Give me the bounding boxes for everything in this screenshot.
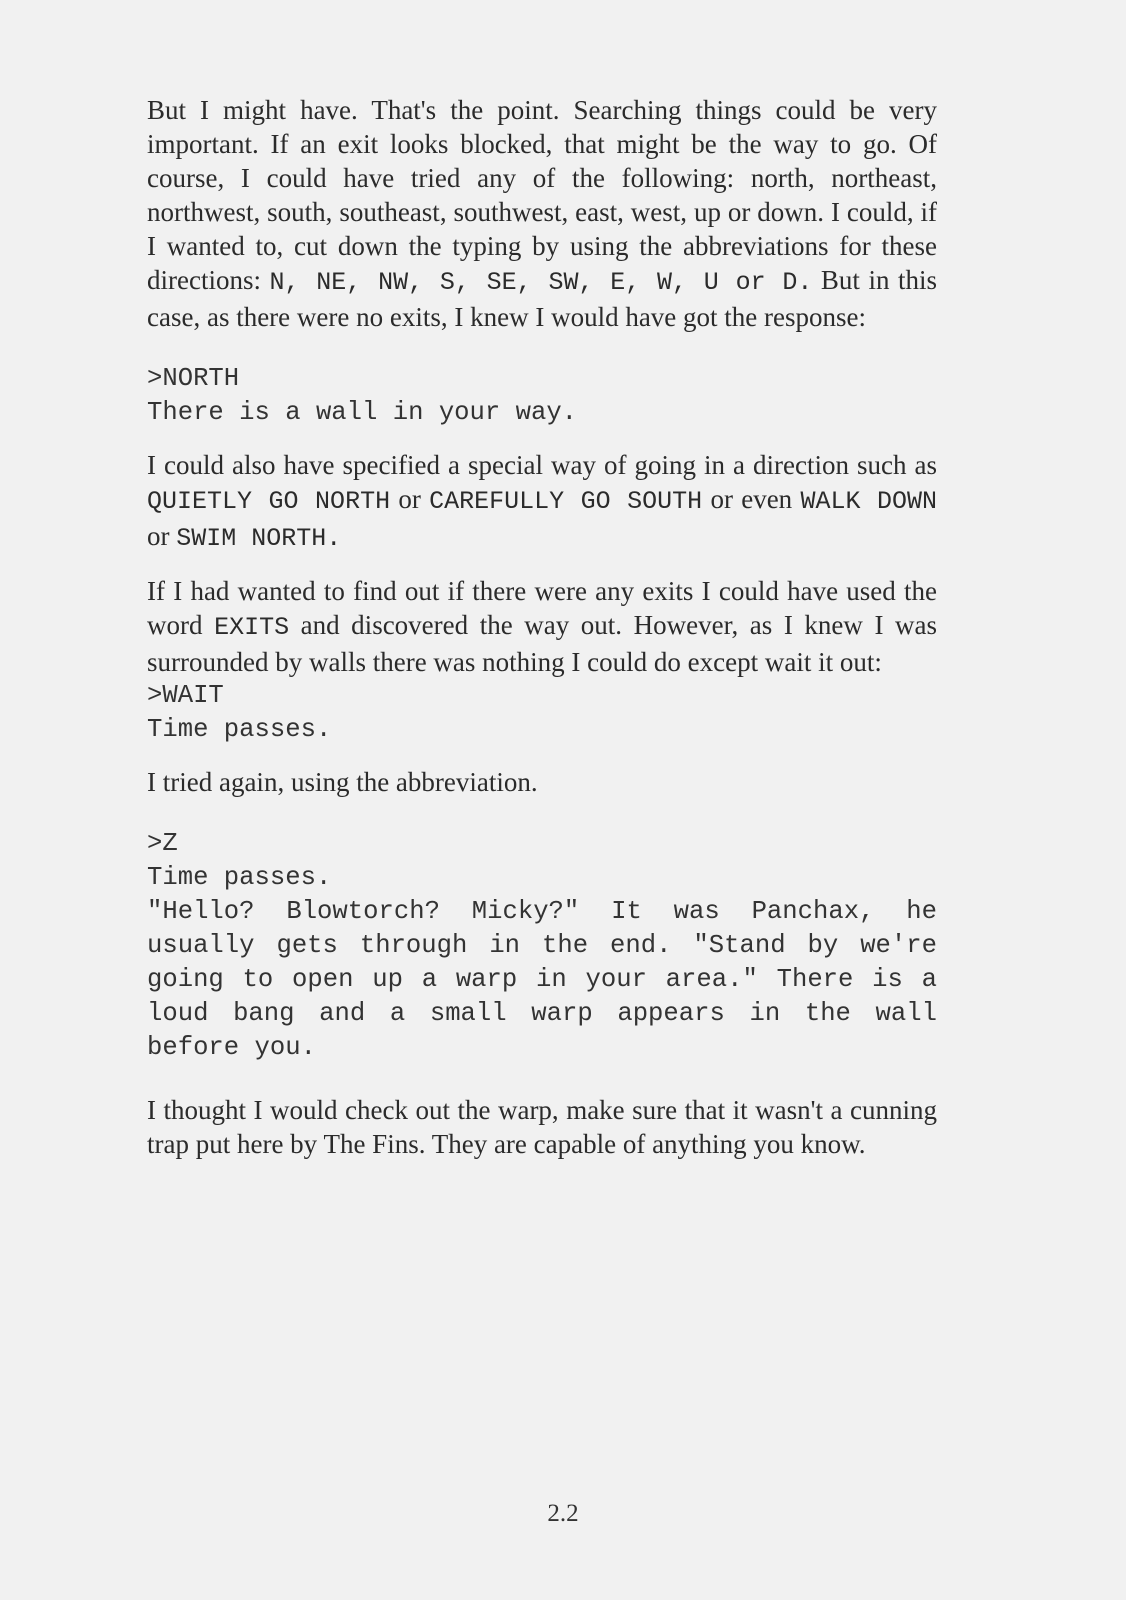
paragraph-special-way <box>147 448 937 556</box>
exits-text-b: and discovered the way out. However, as I knew I was surrounded by walls there was nothing I could do except wait it out: <box>147 610 937 677</box>
paragraph-check-warp: I thought I would check out the warp, make sure that it wasn't a cunning trap put here by The Fins. They are capable of anything you know. <box>147 1095 937 1159</box>
response-time-passes-2: Time passes. <box>147 863 332 892</box>
code-quietly-go-north: QUIETLY GO NORTH <box>147 487 391 516</box>
command-z: >Z <box>147 829 178 858</box>
command-north: >NORTH <box>147 364 240 393</box>
code-swim-north: SWIM NORTH. <box>176 524 342 553</box>
code-exits: EXITS <box>214 613 290 642</box>
response-panchax-warp: "Hello? Blowtorch? Micky?" It was Panchax, he usually gets through in the end. "Stand by we're going to open up a warp in your area." There is a loud bang and a small warp appears in the wall before you. <box>147 897 953 1062</box>
response-wall: There is a wall in your way. <box>147 398 578 427</box>
special-way-text-d: or <box>147 521 177 551</box>
paragraph-searching <box>147 93 937 334</box>
direction-abbreviations: N, NE, NW, S, SE, SW, E, W, U or D. <box>269 268 813 297</box>
paragraph-searching-tail: But in this case, as there were no exits, I knew I would have got the response: <box>147 265 937 332</box>
special-way-text-a: I could also have specified a special way of going in a direction such as <box>147 450 937 480</box>
page-number: 2.2 <box>547 1500 579 1527</box>
response-time-passes: Time passes. <box>147 715 332 744</box>
paragraph-exits <box>147 574 937 679</box>
special-way-text-c: or even <box>702 484 801 514</box>
page-content <box>147 93 953 1161</box>
paragraph-abbreviation: I tried again, using the abbreviation. <box>147 767 538 797</box>
special-way-text-b: or <box>390 484 430 514</box>
screen-output-wait <box>147 679 937 747</box>
exits-text-a: If I had wanted to find out if there were any exits I could have used the word <box>147 576 937 640</box>
command-wait: >WAIT <box>147 681 224 710</box>
screen-output-z <box>147 827 953 1065</box>
paragraph-searching-text: But I might have. That's the point. Searching things could be very important. If an exit looks blocked, that might be the way to go. Of course, I could have tried any of the following: north, northeast, northwest, south, southeast, southwest, east, west, up or down. I could, if I wanted to, cut down the typing by using the abbreviations for these directions: <box>147 95 937 295</box>
code-carefully-go-south: CAREFULLY GO SOUTH <box>429 487 703 516</box>
screen-output-north <box>147 362 937 430</box>
code-walk-down: WALK DOWN <box>800 487 937 516</box>
